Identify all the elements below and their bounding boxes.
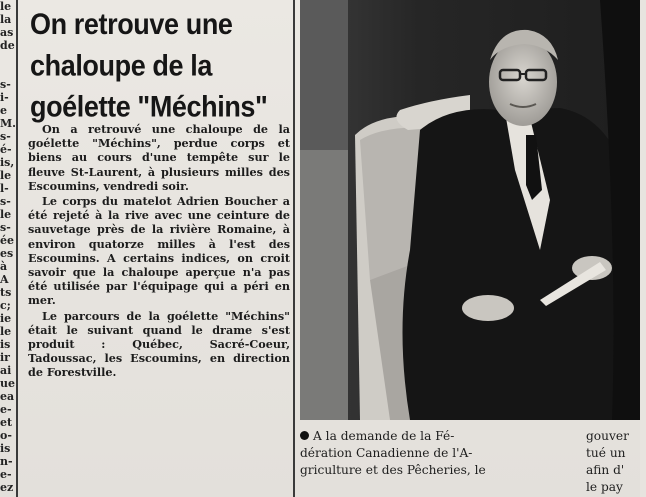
- left-fragment-line: ue: [0, 377, 15, 390]
- left-fragment-line: c;: [0, 299, 11, 312]
- right-fragment-line: tué un: [586, 446, 626, 460]
- article-paragraph: Le corps du matelot Adrien Boucher a été rejeté à la rive avec une ceinture de sauvetage près de la rivière Romaine, à environ quatorze milles à l'est des Escoumins. A certains indices, on croit savoir que la chaloupe aperçue n'a pas été utilisée par l'équipage qui a péri en mer.: [28, 194, 290, 308]
- article-paragraph: Le parcours de la goélette "Méchins" était le suivant quand le drame s'est produit : Québec, Sacré-Coeur, Tadoussac, les Escoumins, en direction de Forestville.: [28, 308, 290, 380]
- caption-line: dération Canadienne de l'A-: [300, 446, 473, 460]
- left-fragment-line: le: [0, 325, 12, 338]
- left-fragment-line: s-: [0, 195, 11, 208]
- left-fragment-line: o-: [0, 429, 12, 442]
- column-rule-left: [16, 0, 18, 497]
- left-fragment-line: le: [0, 208, 12, 221]
- left-fragment-line: e: [0, 104, 7, 117]
- headline-line: chaloupe de la: [30, 49, 212, 82]
- left-fragment-line: s-: [0, 78, 11, 91]
- left-fragment-line: [0, 65, 14, 78]
- portrait-photo-illustration: [300, 0, 640, 420]
- left-fragment-line: ie: [0, 312, 12, 325]
- headline-line: goélette "Méchins": [30, 90, 268, 123]
- clipped-right-column: [586, 428, 646, 496]
- left-fragment-line: is: [0, 442, 11, 455]
- left-fragment-line: i-: [0, 91, 9, 104]
- left-fragment-line: is: [0, 338, 11, 351]
- left-fragment-line: et: [0, 416, 13, 429]
- left-fragment-line: es: [0, 247, 14, 260]
- left-fragment-line: l-: [0, 182, 9, 195]
- left-fragment-line: ez: [0, 481, 14, 494]
- left-fragment-line: ir: [0, 351, 10, 364]
- left-fragment-line: is,: [0, 156, 15, 169]
- caption-line: A la demande de la Fé-: [300, 428, 562, 445]
- left-fragment-line: as: [0, 26, 14, 39]
- article-body: [28, 122, 290, 381]
- left-fragment-line: s-: [0, 221, 11, 234]
- left-fragment-line: le: [0, 169, 12, 182]
- left-fragment-line: ée: [0, 234, 14, 247]
- portrait-photo: [300, 0, 640, 420]
- headline-line: On retrouve une: [30, 8, 233, 41]
- left-fragment-line: à: [0, 260, 8, 273]
- left-fragment-line: s-: [0, 130, 11, 143]
- clipped-left-column: [0, 0, 17, 497]
- left-fragment-line: n-: [0, 455, 13, 468]
- left-fragment-line: ts: [0, 286, 12, 299]
- left-fragment-line: le: [0, 0, 12, 13]
- right-fragment-line: afin d': [586, 463, 625, 477]
- left-fragment-line: ea: [0, 390, 15, 403]
- left-fragment-line: A: [0, 273, 9, 286]
- article-paragraph: On a retrouvé une chaloupe de la goélette "Méchins", perdue corps et biens au cours d'une tempête sur le fleuve St-Laurent, à plusieurs milles des Escoumins, vendredi soir.: [28, 122, 290, 193]
- left-fragment-line: e-: [0, 403, 12, 416]
- left-fragment-line: [0, 52, 14, 65]
- bullet-icon: [300, 431, 309, 440]
- column-rule-middle: [293, 0, 295, 497]
- left-fragment-line: M.: [0, 117, 17, 130]
- left-fragment-line: ai: [0, 364, 12, 377]
- left-fragment-line: e-: [0, 468, 12, 481]
- right-fragment-line: le pay: [586, 480, 623, 494]
- article-headline: [30, 4, 292, 127]
- left-fragment-line: é-: [0, 143, 12, 156]
- photo-caption: [300, 428, 562, 479]
- left-fragment-line: de: [0, 39, 15, 52]
- right-fragment-line: gouver: [586, 429, 629, 443]
- caption-line: griculture et des Pêcheries, le: [300, 463, 486, 477]
- left-fragment-line: la: [0, 13, 12, 26]
